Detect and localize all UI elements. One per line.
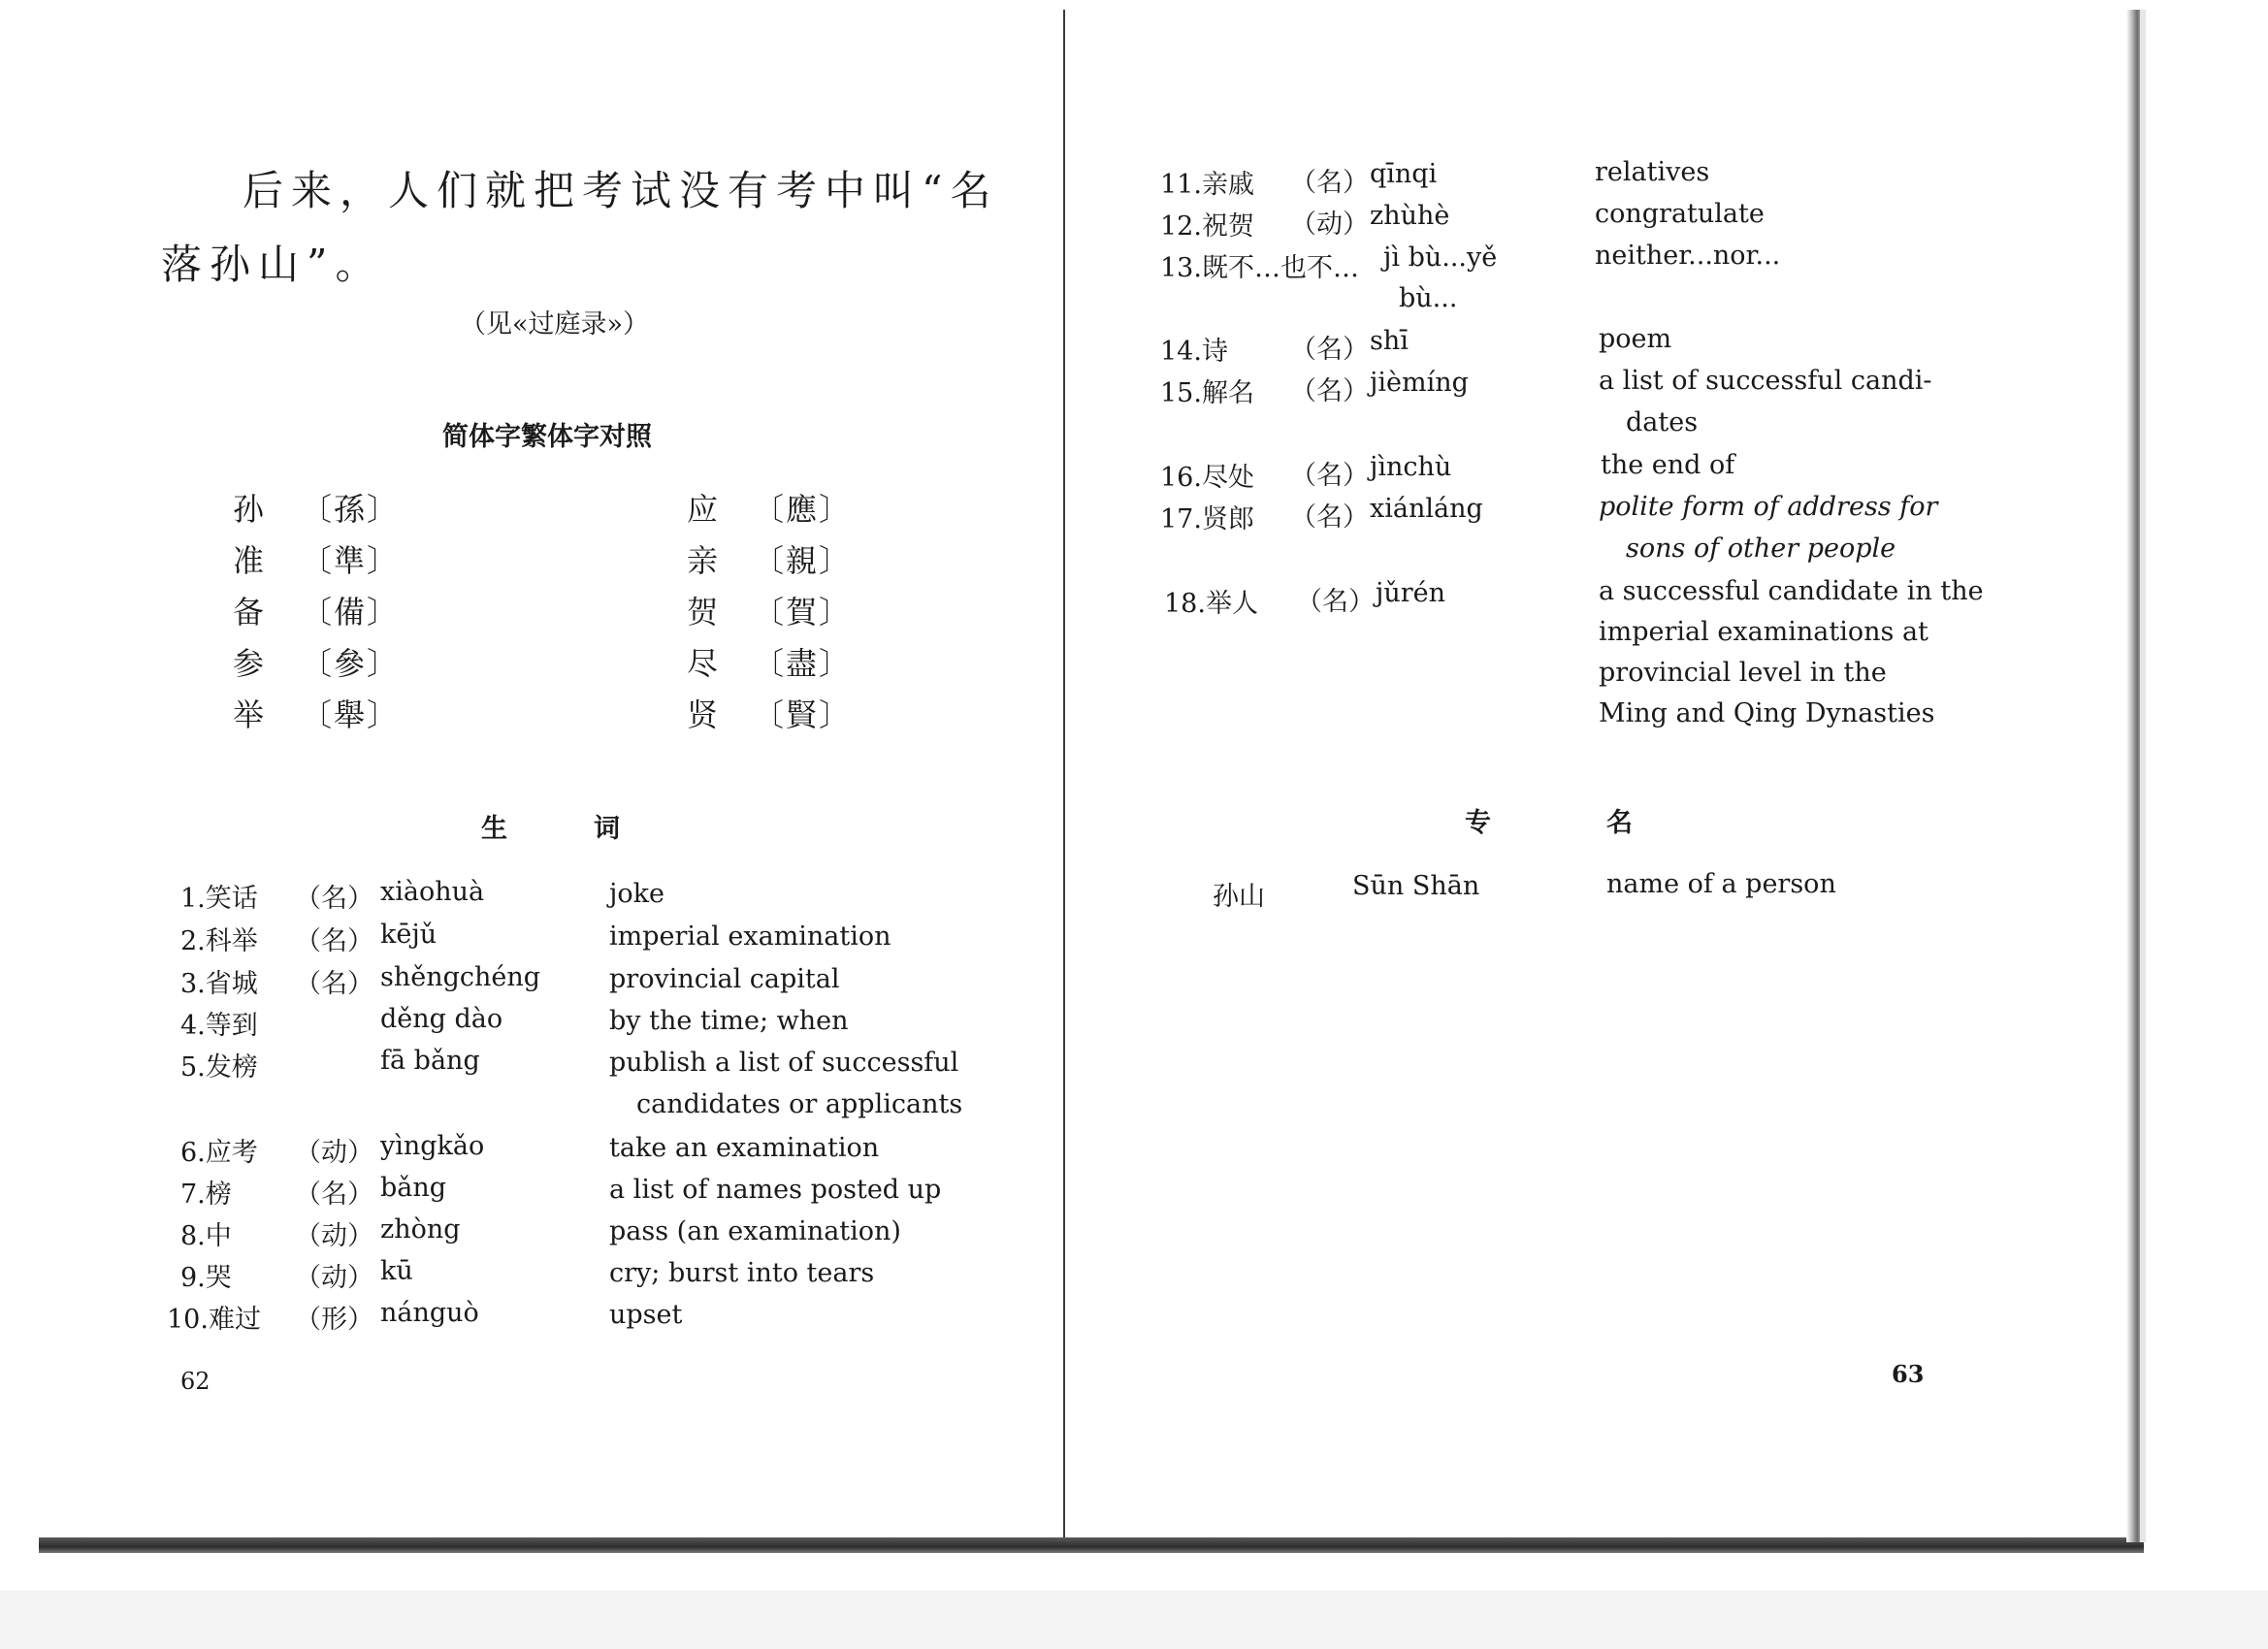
traditional-char: 〔親〕 (753, 542, 853, 579)
vocab-pinyin: děng dào (380, 1004, 503, 1034)
vocab-english: neither...nor... (1595, 241, 1781, 271)
vocab-number: 1.笑话 (180, 884, 258, 914)
page-number-left: 62 (180, 1368, 211, 1395)
proper-name-english: name of a person (1606, 869, 1836, 899)
vocab-number: 8.中 (180, 1221, 232, 1251)
vocab-pos: （动） (295, 1263, 373, 1293)
vocab-english: take an examination (609, 1133, 880, 1163)
vocab-pinyin: zhùhè (1370, 201, 1450, 231)
simplified-char: 尽 (687, 645, 721, 682)
story-line-2: 落孙山”。 (161, 241, 384, 288)
simplified-char: 举 (233, 696, 267, 733)
vocab-number: 9.哭 (180, 1263, 232, 1293)
vocab-english-cont: Ming and Qing Dynasties (1599, 698, 1935, 728)
traditional-char: 〔孫〕 (301, 491, 401, 528)
story-line-1: 后来，人们就把考试没有考中叫“名 (243, 167, 999, 214)
simplified-char: 准 (233, 542, 267, 579)
vocab-pinyin: xiàohuà (380, 877, 485, 907)
vocab-number: 11.亲戚 (1160, 170, 1254, 200)
vocab-title-sheng: 生 (481, 814, 507, 844)
simplified-char: 亲 (687, 542, 721, 579)
page-bottom-edge (39, 1537, 2144, 1553)
vocab-pinyin: kū (380, 1256, 413, 1286)
vocab-pos: （名） (295, 884, 373, 914)
comparison-title: 简体字繁体字对照 (442, 422, 652, 452)
traditional-char: 〔舉〕 (301, 696, 401, 733)
vocab-english: upset (609, 1300, 683, 1330)
page-right-strip (2140, 10, 2146, 1542)
vocab-pos: （名） (1290, 376, 1369, 406)
vocab-number: 14.诗 (1160, 337, 1228, 367)
page-right-edge (2126, 10, 2140, 1542)
vocab-pinyin: xiánláng (1370, 494, 1483, 524)
proper-name-pinyin: Sūn Shān (1352, 871, 1480, 901)
simplified-char: 应 (687, 491, 721, 528)
simplified-char: 贺 (687, 594, 721, 630)
traditional-char: 〔備〕 (301, 594, 401, 630)
proper-name-chinese: 孙山 (1213, 882, 1265, 912)
vocab-english: by the time; when (609, 1006, 849, 1036)
vocab-pos: （名） (295, 926, 373, 956)
vocab-pos: （名） (1290, 502, 1369, 533)
vocab-pos: （名） (1290, 168, 1369, 198)
vocab-pos: （名） (1296, 587, 1375, 617)
vocab-pos: （名） (295, 969, 373, 999)
vocab-pos: （名） (1290, 461, 1369, 491)
vocab-english: poem (1599, 324, 1672, 354)
vocab-pos: （名） (295, 1180, 373, 1210)
vocab-number: 7.榜 (180, 1180, 232, 1210)
vocab-pinyin-cont: bù... (1399, 283, 1458, 313)
vocab-number: 2.科举 (180, 926, 258, 956)
vocab-pinyin: jǔrén (1376, 578, 1446, 608)
vocab-pos: （动） (295, 1138, 373, 1168)
vocab-english: pass (an examination) (609, 1216, 901, 1246)
vocab-number: 17.贤郎 (1160, 504, 1254, 534)
vocab-pinyin: nánguò (380, 1298, 479, 1328)
vocab-pos: （形） (295, 1305, 373, 1335)
vocab-pinyin: shěngchéng (380, 962, 541, 992)
vocab-english: joke (609, 879, 664, 909)
vocab-number: 15.解名 (1160, 378, 1254, 408)
simplified-char: 备 (233, 594, 267, 630)
simplified-char: 参 (233, 645, 267, 682)
vocab-pos: （名） (1290, 335, 1369, 365)
vocab-english-cont: candidates or applicants (636, 1089, 963, 1119)
vocab-pinyin: bǎng (380, 1173, 447, 1203)
vocab-english: imperial examination (609, 922, 891, 952)
traditional-char: 〔應〕 (753, 491, 853, 528)
vocab-english-cont: sons of other people (1626, 534, 1896, 564)
vocab-number: 16.尽处 (1160, 463, 1254, 493)
vocab-english: a successful candidate in the (1599, 576, 1984, 606)
vocab-number: 4.等到 (180, 1011, 258, 1041)
traditional-char: 〔賀〕 (753, 594, 853, 630)
vocab-number: 18.举人 (1164, 589, 1258, 619)
traditional-char: 〔準〕 (301, 542, 401, 579)
vocab-title-ci: 词 (594, 814, 620, 844)
source-citation: （见«过庭录»） (460, 309, 650, 340)
vocab-english: a list of names posted up (609, 1175, 942, 1205)
vocab-english-cont: dates (1626, 407, 1699, 437)
page-number-right: 63 (1892, 1360, 1925, 1388)
vocab-number: 10.难过 (167, 1305, 261, 1335)
vocab-number: 12.祝贺 (1160, 211, 1254, 242)
vocab-number: 5.发榜 (180, 1052, 258, 1083)
traditional-char: 〔盡〕 (753, 645, 853, 682)
vocab-pinyin: shī (1370, 326, 1409, 356)
traditional-char: 〔參〕 (301, 645, 401, 682)
simplified-char: 贤 (687, 696, 721, 733)
vocab-english: polite form of address for (1599, 492, 1938, 522)
traditional-char: 〔賢〕 (753, 696, 853, 733)
vocab-pos: （动） (295, 1221, 373, 1251)
vocab-pinyin: jièmíng (1370, 368, 1469, 398)
vocab-english: cry; burst into tears (609, 1258, 875, 1288)
vocab-pinyin: yìngkǎo (380, 1131, 485, 1161)
vocab-pinyin: qīnqi (1370, 159, 1438, 189)
vocab-number: 6.应考 (180, 1138, 258, 1168)
vocab-number: 3.省城 (180, 969, 258, 999)
vocab-pinyin: kējǔ (380, 920, 437, 950)
vocab-number: 13.既不…也不… (1160, 253, 1359, 283)
vocab-pos: （动） (1290, 210, 1369, 240)
vocab-english: the end of (1601, 450, 1735, 480)
vocab-pinyin: jì bù...yě (1383, 242, 1498, 273)
proper-title-ming: 名 (1606, 808, 1633, 838)
vocab-pinyin: fā bǎng (380, 1046, 480, 1076)
scan-bottom-margin (0, 1591, 2268, 1649)
vocab-english: provincial capital (609, 964, 840, 994)
vocab-pinyin: jìnchù (1370, 452, 1452, 482)
vocab-pinyin: zhòng (380, 1214, 461, 1245)
vocab-english: a list of successful candi- (1599, 366, 1932, 396)
simplified-char: 孙 (233, 491, 267, 528)
vocab-english: congratulate (1595, 199, 1765, 229)
vocab-english-cont: provincial level in the (1599, 658, 1887, 688)
vocab-english: relatives (1595, 157, 1710, 187)
vocab-english-cont: imperial examinations at (1599, 617, 1928, 647)
book-spine (1063, 10, 1065, 1540)
proper-title-zhuan: 专 (1465, 808, 1491, 838)
vocab-english: publish a list of successful (609, 1048, 959, 1078)
